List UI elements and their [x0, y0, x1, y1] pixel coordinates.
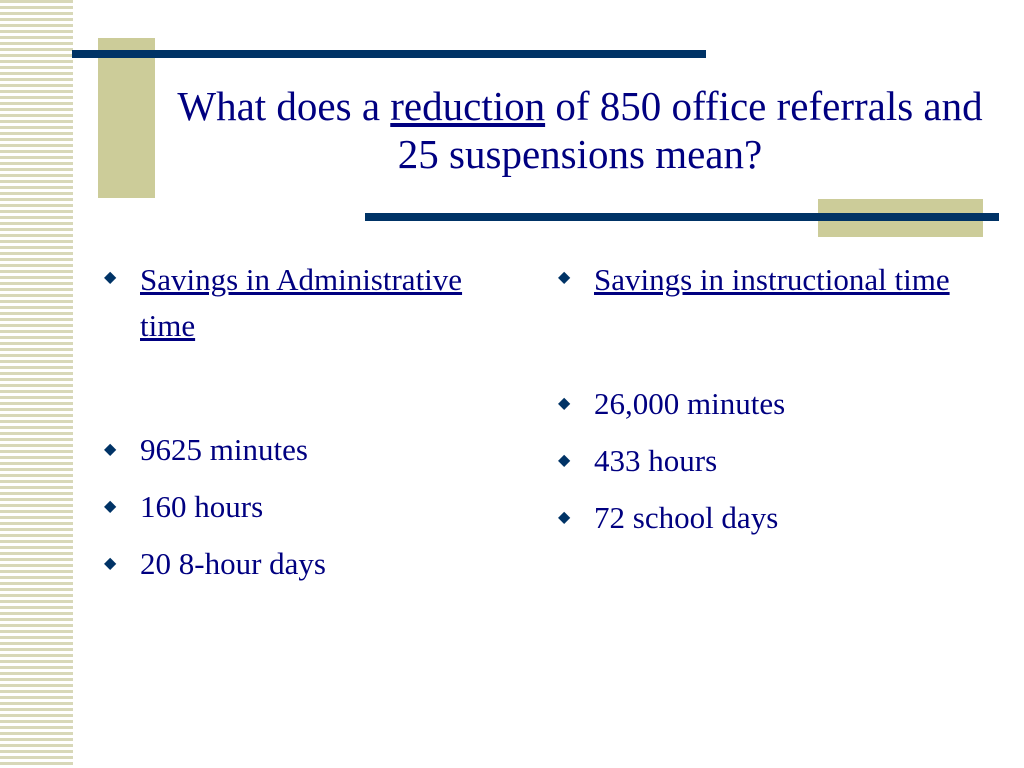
list-item [104, 421, 524, 478]
list-item-text: 160 hours [140, 489, 264, 524]
decorative-stripes [0, 0, 73, 768]
slide-title [160, 82, 1000, 178]
left-column [104, 257, 524, 592]
left-heading-row [104, 257, 524, 349]
diamond-bullet-icon: ◆ [558, 452, 571, 469]
right-heading-row [558, 257, 978, 303]
title-suffix: of 850 office referrals and 25 suspensions mean? [397, 83, 983, 177]
right-column [558, 257, 978, 546]
list-item-text: 20 8-hour days [140, 546, 326, 581]
title-prefix: What does a [177, 83, 391, 129]
diamond-bullet-icon: ◆ [104, 269, 117, 286]
diamond-bullet-icon: ◆ [104, 498, 117, 515]
right-heading: Savings in instructional time [594, 262, 950, 297]
left-heading: Savings in Administrative time [140, 262, 463, 343]
diamond-bullet-icon: ◆ [558, 395, 571, 412]
title-rule-top [72, 50, 706, 58]
list-item [104, 535, 524, 592]
title-rule-bottom [365, 213, 999, 221]
list-item [558, 375, 978, 432]
diamond-bullet-icon: ◆ [104, 555, 117, 572]
list-item-text: 72 school days [594, 500, 779, 535]
list-item [104, 478, 524, 535]
list-item-text: 9625 minutes [140, 432, 308, 467]
right-items [558, 375, 978, 546]
diamond-bullet-icon: ◆ [558, 509, 571, 526]
title-emphasis: reduction [390, 83, 546, 129]
list-item-text: 26,000 minutes [594, 386, 786, 421]
left-items [104, 421, 524, 592]
list-item [558, 432, 978, 489]
list-item [558, 489, 978, 546]
diamond-bullet-icon: ◆ [558, 269, 571, 286]
accent-block-top [98, 38, 155, 198]
list-item-text: 433 hours [594, 443, 718, 478]
diamond-bullet-icon: ◆ [104, 441, 117, 458]
